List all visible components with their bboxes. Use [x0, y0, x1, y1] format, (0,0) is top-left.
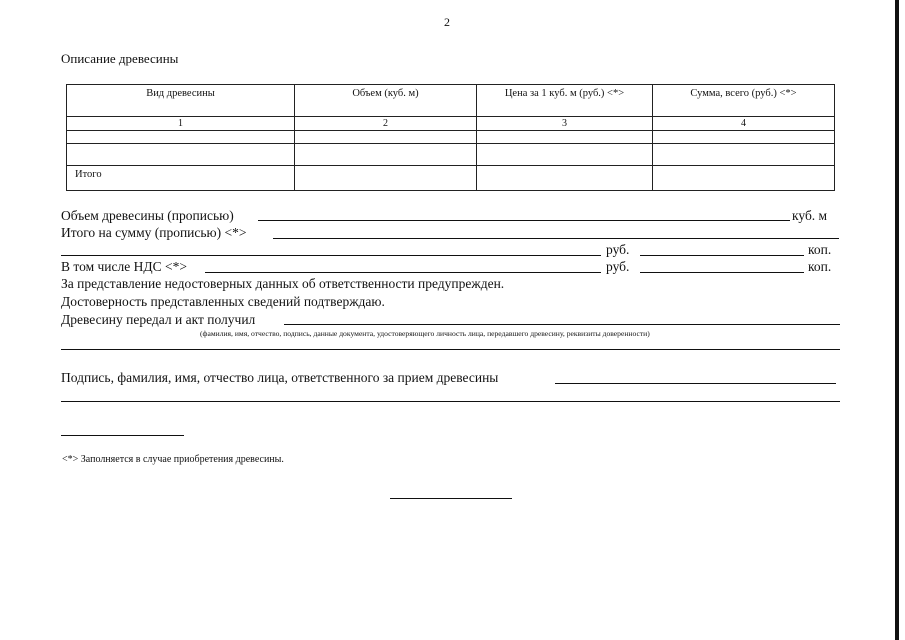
column-number: 1: [67, 117, 295, 131]
transfer-field-continued[interactable]: [61, 349, 840, 350]
signature-label: Подпись, фамилия, имя, отчество лица, ответственного за прием древесины: [61, 370, 499, 385]
volume-unit: куб. м: [792, 208, 828, 223]
transfer-label: Древесину передал и акт получил: [61, 312, 256, 327]
table-cell[interactable]: [477, 131, 653, 144]
page-number: 2: [444, 15, 450, 29]
column-number: 2: [295, 117, 477, 131]
total-row: [67, 166, 835, 191]
vat-kop-field[interactable]: [640, 272, 804, 273]
total-words-label: Итого на сумму (прописью) <*>: [61, 225, 247, 240]
volume-words-label: Объем древесины (прописью): [61, 208, 234, 223]
vat-rub-field[interactable]: [205, 272, 601, 273]
table-cell[interactable]: [295, 131, 477, 144]
column-number: 4: [653, 117, 835, 131]
header-sum: Сумма, всего (руб.) <*>: [653, 85, 835, 117]
header-wood-type: Вид древесины: [67, 85, 295, 117]
total-kop-field[interactable]: [640, 255, 804, 256]
column-number: 3: [477, 117, 653, 131]
kop-label: коп.: [808, 242, 832, 257]
header-price: Цена за 1 куб. м (руб.) <*>: [477, 85, 653, 117]
total-sum-cell[interactable]: [653, 166, 835, 191]
page-right-edge: [895, 0, 899, 640]
signature-field[interactable]: [555, 383, 836, 384]
table-row: [67, 144, 835, 166]
end-separator: [390, 498, 512, 499]
rub-label: руб.: [606, 259, 630, 274]
table-cell[interactable]: [67, 144, 295, 166]
table-cell[interactable]: [477, 144, 653, 166]
table-cell[interactable]: [295, 144, 477, 166]
transfer-field[interactable]: [284, 324, 840, 325]
transfer-hint: (фамилия, имя, отчество, подпись, данные документа, удостоверяющего личность лица, передавшего древесину, реквизиты доверенности): [200, 329, 650, 338]
kop-label: коп.: [808, 259, 832, 274]
total-volume-cell[interactable]: [295, 166, 477, 191]
confirm-text: Достоверность представленных сведений подтверждаю.: [61, 294, 385, 309]
total-price-cell[interactable]: [477, 166, 653, 191]
table-cell[interactable]: [653, 131, 835, 144]
total-label: Итого: [67, 166, 295, 191]
table-cell[interactable]: [653, 144, 835, 166]
signature-field-continued[interactable]: [61, 401, 840, 402]
volume-words-field[interactable]: [258, 220, 790, 221]
footnote-separator: [61, 435, 184, 436]
section-title: Описание древесины: [61, 51, 179, 66]
header-volume: Объем (куб. м): [295, 85, 477, 117]
rub-label: руб.: [606, 242, 630, 257]
table-header-row: [67, 85, 835, 117]
column-number-row: [67, 117, 835, 131]
wood-description-table: [66, 84, 835, 191]
table-cell[interactable]: [67, 131, 295, 144]
warning-text: За представление недостоверных данных об ответственности предупрежден.: [61, 276, 505, 291]
total-rub-field[interactable]: [61, 255, 601, 256]
table-row: [67, 131, 835, 144]
footnote-text: <*> Заполняется в случае приобретения древесины.: [62, 454, 284, 465]
vat-label: В том числе НДС <*>: [61, 259, 187, 274]
total-words-field[interactable]: [273, 238, 839, 239]
